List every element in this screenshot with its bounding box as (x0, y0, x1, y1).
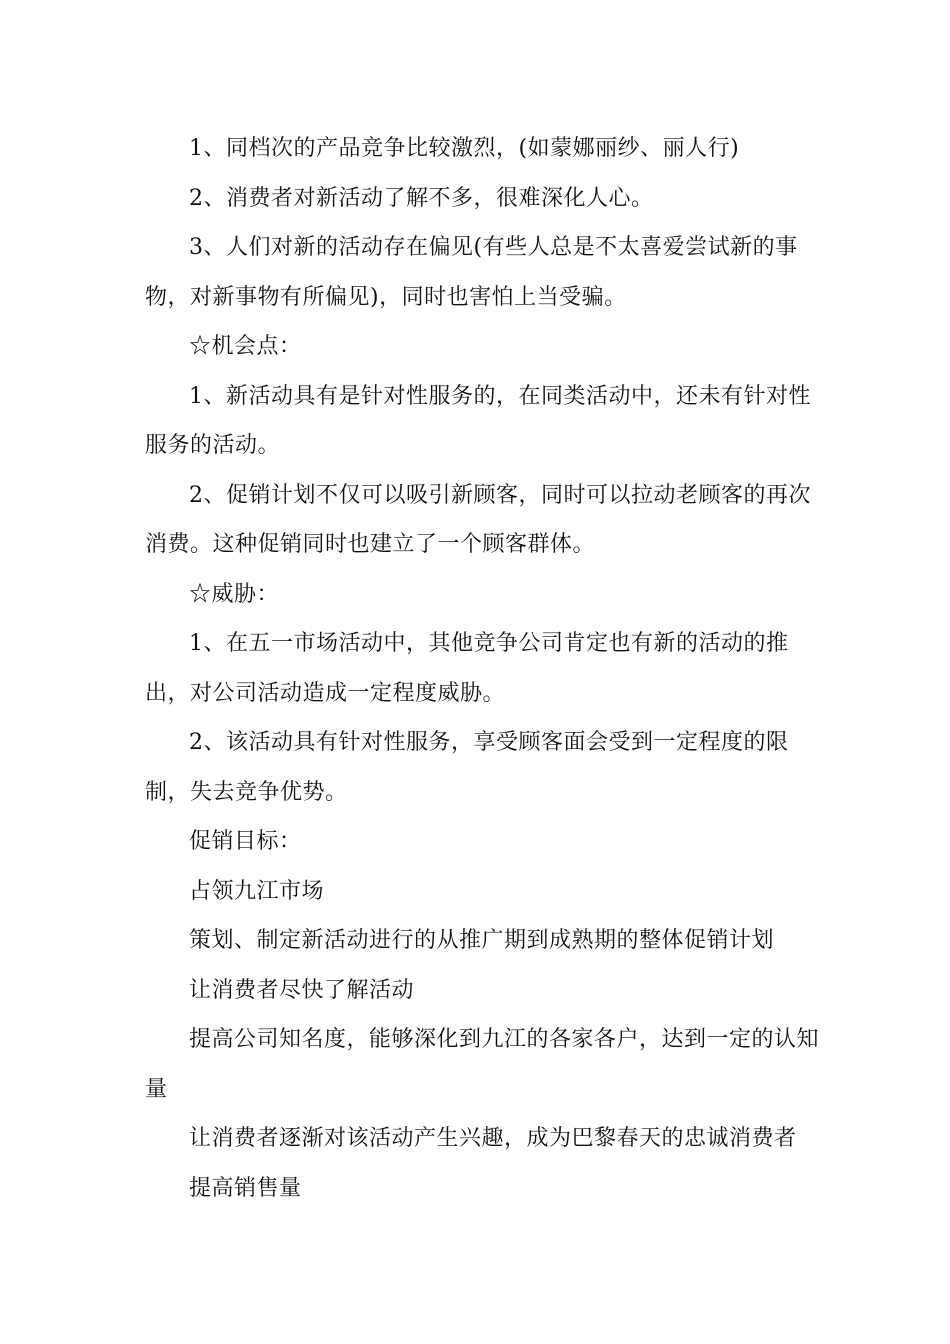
heading-opportunities: ☆机会点： (189, 334, 302, 359)
paragraph-opportunity-2: 2、促销计划不仅可以吸引新顾客，同时可以拉动老顾客的再次消费。这种促销同时也建立了一个顾客群体。 (145, 482, 811, 557)
goal-item-3: 让消费者尽快了解活动 (189, 977, 415, 1003)
goal-item-6: 提高销售量 (189, 1175, 302, 1201)
paragraph-weakness-1: 1、同档次的产品竞争比较激烈，(如蒙娜丽纱、丽人行) (189, 136, 740, 161)
document-body (145, 124, 825, 1213)
goal-item-4: 提高公司知名度，能够深化到九江的各家各户，达到一定的认知量 (145, 1027, 820, 1102)
paragraph-threat-2: 2、该活动具有针对性服务，享受顾客面会受到一定程度的限制，失去竞争优势。 (145, 730, 789, 805)
paragraph-threat-1: 1、在五一市场活动中，其他竞争公司肯定也有新的活动的推出，对公司活动造成一定程度威胁。 (145, 631, 789, 706)
goal-item-5: 让消费者逐渐对该活动产生兴趣，成为巴黎春天的忠诚消费者 (189, 1126, 797, 1151)
goal-item-1: 占领九江市场 (189, 878, 325, 904)
heading-threats: ☆威胁： (189, 581, 280, 607)
paragraph-opportunity-1: 1、新活动具有是针对性服务的，在同类活动中，还未有针对性服务的活动。 (145, 383, 811, 458)
paragraph-weakness-3: 3、人们对新的活动存在偏见(有些人总是不太喜爱尝试新的事物，对新事物有所偏见)，同时也害怕上当受骗。 (145, 235, 798, 310)
goal-item-2: 策划、制定新活动进行的从推广期到成熟期的整体促销计划 (189, 928, 775, 953)
heading-promotion-goals: 促销目标： (189, 829, 302, 854)
paragraph-weakness-2: 2、消费者对新活动了解不多，很难深化人心。 (189, 185, 654, 211)
